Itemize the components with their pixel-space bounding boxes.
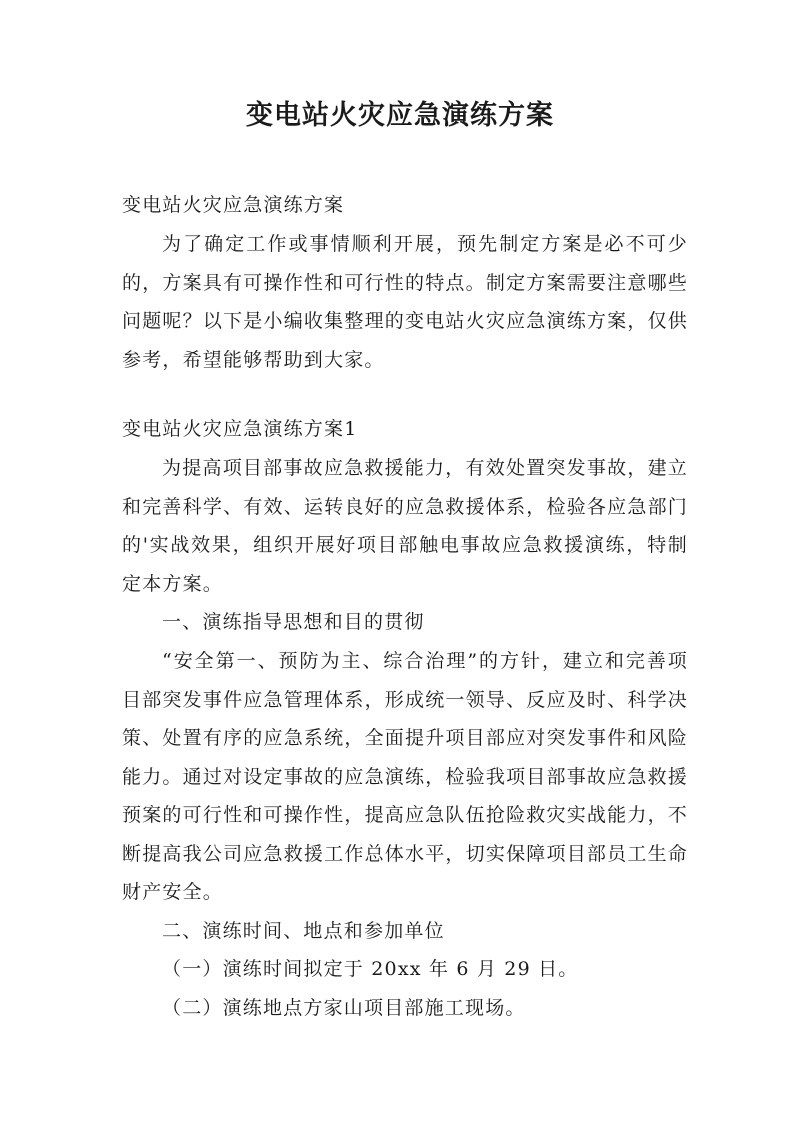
subheading: 变电站火灾应急演练方案 [122, 194, 345, 216]
section1-paragraph: 为提高项目部事故应急救援能力，有效处置突发事故，建立和完善科学、有效、运转良好的应急救援体系，检验各应急部门的'实战效果，组织开展好项目部触电事故应急救援演练，特制定本方案。 [122, 457, 688, 595]
item2-heading: 二、演练时间、地点和参加单位 [162, 920, 445, 942]
item2-line2: （二）演练地点方家山项目部施工现场。 [162, 997, 526, 1019]
section-heading-1: 变电站火灾应急演练方案1 [122, 418, 358, 440]
intro-paragraph: 为了确定工作或事情顺利开展，预先制定方案是必不可少的，方案具有可操作性和可行性的特点。制定方案需要注意哪些问题呢？以下是小编收集整理的变电站火灾应急演练方案，仅供参考，希望能够帮助到大家。 [122, 233, 688, 371]
item2-line1: （一）演练时间拟定于 20xx 年 6 月 29 日。 [162, 958, 579, 980]
document-title: 变电站火灾应急演练方案 [246, 100, 554, 131]
item1-paragraph: “安全第一、预防为主、综合治理”的方针，建立和完善项目部突发事件应急管理体系，形成统一领导、反应及时、科学决策、处置有序的应急系统，全面提升项目部应对突发事件和风险能力。通过对设定事故的应急演练，检验我项目部事故应急救援预案的可行性和可操作性，提高应急队伍抢险救灾实战能力，不断提高我公司应急救援工作总体水平，切实保障项目部员工生命财产安全。 [122, 650, 688, 903]
item1-heading: 一、演练指导思想和目的贯彻 [162, 611, 425, 633]
